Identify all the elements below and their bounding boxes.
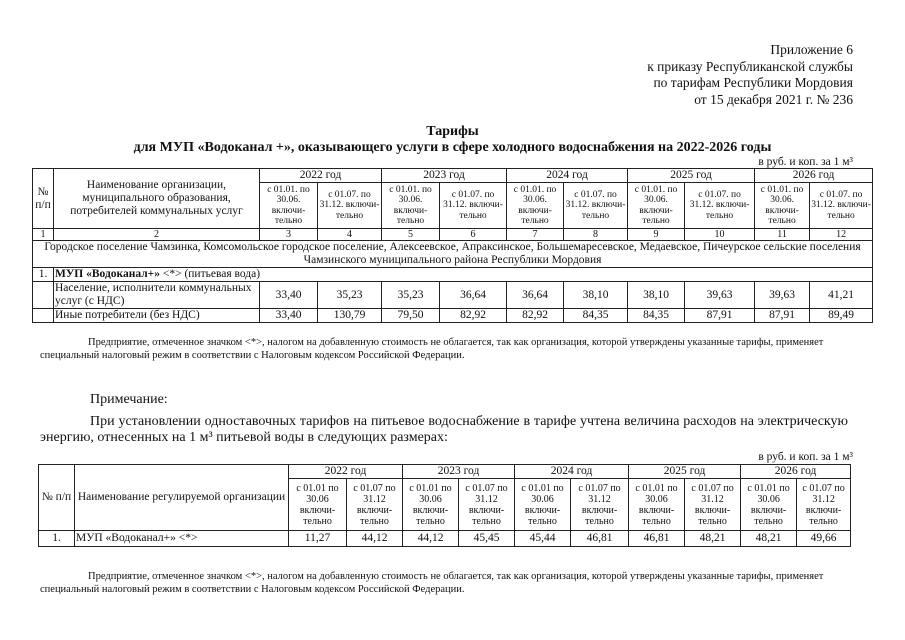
period-header: с 01.07 по 31.12 включи-тельно	[685, 479, 741, 531]
tariff-cell: 35,23	[318, 282, 382, 309]
col-header-name: Наименование организации, муниципального образования, потребителей коммунальных услуг	[54, 169, 260, 229]
column-number: 1	[33, 229, 54, 241]
col-header-no: № п/п	[33, 169, 54, 229]
period-header: с 01.07. по 31.12. включи-тельно	[564, 183, 628, 229]
note-heading: Примечание:	[90, 392, 168, 407]
column-number: 10	[685, 229, 755, 241]
column-number: 6	[440, 229, 507, 241]
tariff-cell: 87,91	[755, 309, 810, 323]
column-number: 4	[318, 229, 382, 241]
tariff-cell: 33,40	[260, 309, 318, 323]
column-number: 9	[628, 229, 685, 241]
col-header-no: № п/п	[39, 465, 75, 531]
column-number: 5	[382, 229, 440, 241]
table-row	[33, 282, 873, 309]
electricity-table	[38, 464, 851, 547]
year-header: 2024 год	[515, 465, 629, 479]
year-header: 2026 год	[755, 169, 873, 183]
period-header: с 01.01 по 30.06 включи-тельно	[629, 479, 685, 531]
period-header: с 01.01. по 30.06. включи-тельно	[260, 183, 318, 229]
tariff-cell: 82,92	[440, 309, 507, 323]
cost-cell: 45,44	[515, 531, 571, 547]
cost-cell: 46,81	[629, 531, 685, 547]
tariff-cell: 39,63	[755, 282, 810, 309]
table2-unit: в руб. и коп. за 1 м³	[758, 451, 853, 463]
cost-cell: 48,21	[685, 531, 741, 547]
row-label: Население, исполнители коммунальных услуг (с НДС)	[54, 282, 260, 309]
period-header: с 01.07 по 31.12 включи-тельно	[347, 479, 403, 531]
footnote: Предприятие, отмеченное значком <*>, налогом на добавленную стоимость не облагается, так как организация, которой утверждены указанные тарифы, применяет специальный налоговый режим в соответствии с Налоговым кодексом Российской Федерации.	[40, 571, 824, 595]
cost-cell: 48,21	[741, 531, 797, 547]
tariff-cell: 89,49	[810, 309, 873, 323]
period-header: с 01.07. по 31.12. включи-тельно	[810, 183, 873, 229]
period-header: с 01.01 по 30.06 включи-тельно	[515, 479, 571, 531]
column-number: 3	[260, 229, 318, 241]
period-header: с 01.07 по 31.12 включи-тельно	[459, 479, 515, 531]
tariff-cell: 82,92	[507, 309, 564, 323]
period-header: с 01.01 по 30.06 включи-тельно	[403, 479, 459, 531]
appendix-line: по тарифам Республики Мордовия	[653, 75, 853, 90]
year-header: 2024 год	[507, 169, 628, 183]
tariff-cell: 35,23	[382, 282, 440, 309]
cost-cell: 45,45	[459, 531, 515, 547]
tariff-cell: 36,64	[507, 282, 564, 309]
year-header: 2022 год	[260, 169, 382, 183]
year-header: 2025 год	[628, 169, 755, 183]
period-header: с 01.07. по 31.12. включи-тельно	[318, 183, 382, 229]
column-number: 8	[564, 229, 628, 241]
region-row: Городское поселение Чамзинка, Комсомольское городское поселение, Алексеевское, Апраксинское, Большемаресевское, Медаевское, Пичеурское сельские поселения Чамзинского муниципального района Республики Мордовия	[33, 241, 873, 268]
period-header: с 01.07 по 31.12 включи-тельно	[571, 479, 629, 531]
cost-cell: 11,27	[289, 531, 347, 547]
org-row	[54, 268, 873, 282]
appendix-line: к приказу Республиканской службы	[647, 58, 853, 74]
appendix-block	[647, 42, 853, 108]
column-number: 2	[54, 229, 260, 241]
note-text: При установлении одноставочных тарифов на питьевое водоснабжение в тарифе учтена величина расходов на электрическую энергию, отнесенных на 1 м³ питьевой воды в следующих размерах:	[40, 414, 848, 445]
tariff-cell: 39,63	[685, 282, 755, 309]
row-number: 1.	[39, 531, 75, 547]
tariff-cell: 87,91	[685, 309, 755, 323]
footnote: Предприятие, отмеченное значком <*>, налогом на добавленную стоимость не облагается, так как организация, которой утверждены указанные тарифы, применяет специальный налоговый режим в соответствии с Налоговым кодексом Российской Федерации.	[40, 337, 824, 361]
org-row-number: 1.	[33, 268, 54, 282]
year-header: 2023 год	[403, 465, 515, 479]
tariff-cell: 84,35	[564, 309, 628, 323]
tariff-cell: 84,35	[628, 309, 685, 323]
period-header: с 01.01. по 30.06. включи-тельно	[382, 183, 440, 229]
tariff-cell: 41,21	[810, 282, 873, 309]
tariff-cell: 130,79	[318, 309, 382, 323]
tariff-cell: 33,40	[260, 282, 318, 309]
cost-cell: 46,81	[571, 531, 629, 547]
year-header: 2022 год	[289, 465, 403, 479]
title-line: Тарифы	[426, 124, 479, 139]
cost-cell: 44,12	[347, 531, 403, 547]
period-header: с 01.01. по 30.06. включи-тельно	[755, 183, 810, 229]
year-header: 2025 год	[629, 465, 741, 479]
column-number: 11	[755, 229, 810, 241]
period-header: с 01.07. по 31.12. включи-тельно	[440, 183, 507, 229]
column-number: 7	[507, 229, 564, 241]
column-number: 12	[810, 229, 873, 241]
year-header: 2026 год	[741, 465, 851, 479]
org-name: МУП «Водоканал+»	[55, 268, 160, 280]
table-row	[33, 309, 873, 323]
table1-unit: в руб. и коп. за 1 м³	[758, 156, 853, 168]
row-label: МУП «Водоканал+» <*>	[75, 531, 289, 547]
year-header: 2023 год	[382, 169, 507, 183]
period-header: с 01.07. по 31.12. включи-тельно	[685, 183, 755, 229]
org-suffix: <*> (питьевая вода)	[159, 268, 261, 280]
tariff-cell: 79,50	[382, 309, 440, 323]
period-header: с 01.07 по 31.12 включи-тельно	[797, 479, 851, 531]
document-title	[0, 124, 905, 156]
tariff-table	[32, 168, 873, 323]
tariff-cell: 36,64	[440, 282, 507, 309]
appendix-line: от 15 декабря 2021 г. № 236	[694, 91, 853, 107]
cost-cell: 49,66	[797, 531, 851, 547]
period-header: с 01.01. по 30.06. включи-тельно	[628, 183, 685, 229]
tariff-cell: 38,10	[628, 282, 685, 309]
period-header: с 01.01 по 30.06 включи-тельно	[289, 479, 347, 531]
period-header: с 01.01 по 30.06 включи-тельно	[741, 479, 797, 531]
col-header-name: Наименование регулируемой организации	[75, 465, 289, 531]
period-header: с 01.01. по 30.06. включи-тельно	[507, 183, 564, 229]
cost-cell: 44,12	[403, 531, 459, 547]
title-line: для МУП «Водоканал +», оказывающего услуги в сфере холодного водоснабжения на 2022-2026 годы	[133, 140, 772, 155]
row-label: Иные потребители (без НДС)	[54, 309, 260, 323]
appendix-line: Приложение 6	[770, 42, 853, 57]
table-row	[39, 531, 851, 547]
tariff-cell: 38,10	[564, 282, 628, 309]
